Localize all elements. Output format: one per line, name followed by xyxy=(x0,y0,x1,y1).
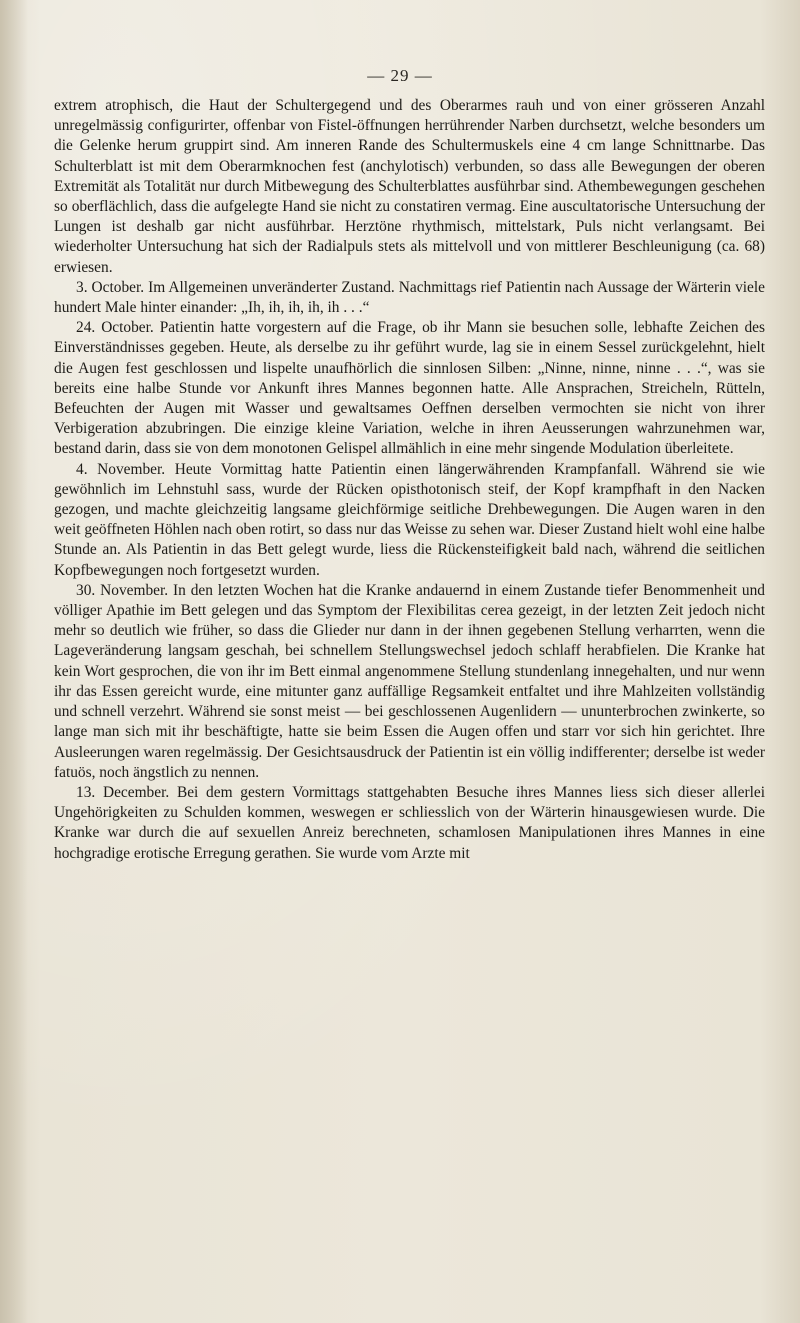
paragraph-entry-4-november: 4. November. Heute Vormittag hatte Patientin einen längerwährenden Krampfanfall. Während sie wie gewöhnlich im Lehnstuhl sass, wurde der Rücken opisthotonisch steif, der Kopf krampfhaft in den Nacken gezogen, und machte gleichzeitig langsame gleichförmige seitliche Drehbewegungen. Die Augen waren in den weit geöffneten Höhlen nach oben rotirt, so dass nur das Weisse zu sehen war. Dieser Zustand hielt wohl eine halbe Stunde an. Als Patientin in das Bett gelegt wurde, liess die Rückensteifigkeit bald nach, während die seitlichen Kopfbewegungen noch fortgesetzt wurden. xyxy=(54,460,765,579)
paragraph-entry-30-november: 30. November. In den letzten Wochen hat die Kranke andauernd in einem Zustande tiefer Benommenheit und völliger Apathie im Bett gelegen und das Symptom der Flexibilitas cerea gezeigt, in der letzten Zeit jedoch nicht mehr so deutlich wie früher, so dass die Glieder nur dann in der ihnen gegebenen Stellung verharrten, wenn die Lageveränderung langsam geschah, bei schnellem Stellungswechsel jedoch schlaff herabfielen. Die Kranke hat kein Wort gesprochen, die von ihr im Bett einmal angenommene Stellung stundenlang innegehalten, und nur wenn ihr das Essen gereicht wurde, eine mitunter ganz auffällige Regsamkeit entfaltet und ihre Mahlzeiten vollständig und schnell verzehrt. Während sie sonst meist — bei geschlossenen Augenlidern — ununterbrochen zwinkerte, so lange man sich mit ihr beschäftigte, hatte sie beim Essen die Augen offen und starr vor sich hin gerichtet. Ihre Ausleerungen waren regelmässig. Der Gesichtsausdruck der Patientin ist ein völlig indifferenter; derselbe ist weder fatuös, noch ängstlich zu nennen. xyxy=(54,581,765,781)
paragraph-entry-24-october: 24. October. Patientin hatte vorgestern auf die Frage, ob ihr Mann sie besuchen solle, lebhafte Zeichen des Einverständnisses gegeben. Heute, als derselbe zu ihr geführt wurde, lag sie in einem Sessel zurückgelehnt, hielt die Augen fest geschlossen und lispelte unaufhörlich die sinnlosen Silben: „Ninne, ninne, ninne . . .“, was sie bereits eine halbe Stunde vor Ankunft ihres Mannes begonnen hatte. Alle Ansprachen, Streicheln, Rütteln, Befeuchten der Augen mit Wasser und gewaltsames Oeffnen derselben vermochten sie nicht von ihrer Verbigeration abzubringen. Die einzige kleine Variation, welche in ihren Aeusserungen wahrzunehmen war, bestand darin, dass sie von dem monotonen Gelispel allmählich in eine mehr singende Modulation überleitete. xyxy=(54,319,765,458)
page-number: — 29 — xyxy=(367,66,433,85)
paragraph-continuation: extrem atrophisch, die Haut der Schultergegend und des Oberarmes rauh und von einer grösseren Anzahl unregelmässig configurirter, offenbar von Fistel-öffnungen herrührender Narben durchsetzt, welche besonders um die Gelenke herum gruppirt sind. Am inneren Rande des Schultermuskels eine 4 cm lange Schnittnarbe. Das Schulterblatt ist mit dem Oberarmknochen fest (anchylotisch) verbunden, so dass alle Bewegungen der oberen Extremität als Totalität nur durch Mitbewegung des Schulterblattes ausführbar sind. Athembewegungen geschehen so oberflächlich, dass die aufgelegte Hand sie nicht zu constatiren vermag. Eine auscultatorische Untersuchung der Lungen ist deshalb gar nicht ausführbar. Herztöne rhythmisch, mittelstark, Puls nicht verlangsamt. Bei wiederholter Untersuchung hat sich der Radialpuls stets als mittelvoll und von mittlerer Beschleunigung (ca. 68) erwiesen. xyxy=(54,97,765,276)
paragraph-entry-13-december: 13. December. Bei dem gestern Vormittags stattgehabten Besuche ihres Mannes liess sich dieser allerlei Ungehörigkeiten zu Schulden kommen, weswegen er schliesslich von der Wärterin hinausgewiesen wurde. Die Kranke war durch die auf sexuellen Anreiz berechneten, schamlosen Manipulationen ihres Mannes in eine hochgradige erotische Erregung gerathen. Sie wurde vom Arzte mit xyxy=(54,783,765,862)
paragraph-entry-3-october: 3. October. Im Allgemeinen unveränderter Zustand. Nachmittags rief Patientin nach Aussage der Wärterin viele hundert Male hinter einander: „Ih, ih, ih, ih, ih . . .“ xyxy=(54,278,765,317)
body-text xyxy=(54,96,765,864)
page-edge-shadow xyxy=(0,0,28,1323)
